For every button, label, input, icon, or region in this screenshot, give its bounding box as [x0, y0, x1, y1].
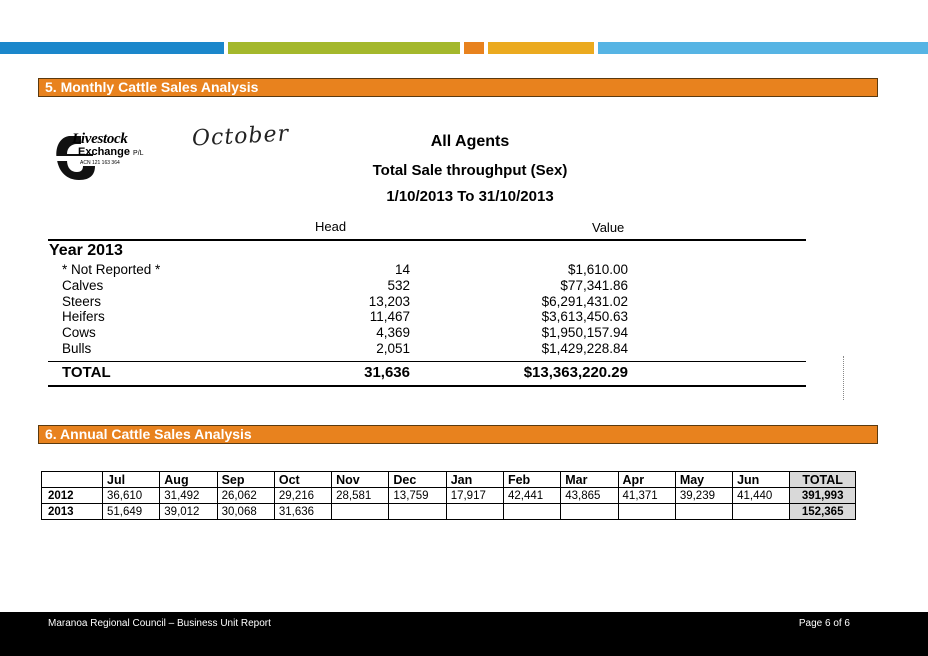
total-row — [62, 364, 632, 381]
footer-page-number: Page 6 of 6 — [798, 618, 850, 629]
table-cell: 13,759 — [389, 488, 446, 504]
row-value: $77,341.86 — [560, 277, 628, 293]
footer-report-name: Maranoa Regional Council – Business Unit Report — [48, 618, 271, 629]
total-value: $13,363,220.29 — [523, 364, 628, 381]
logo-line1: Livestock — [72, 131, 128, 147]
table-cell: 29,216 — [274, 488, 331, 504]
table-header-cell: TOTAL — [790, 472, 856, 488]
table-header-cell: May — [675, 472, 732, 488]
row-value: $1,429,228.84 — [541, 340, 628, 356]
row-label: Bulls — [62, 340, 92, 356]
header-stripe-green — [228, 42, 460, 54]
table-header-cell: Jun — [733, 472, 790, 488]
handwritten-month: October — [191, 121, 290, 152]
table-cell — [675, 504, 732, 520]
logo-line3: ACN 121 163 364 — [80, 160, 120, 166]
table-cell — [503, 504, 560, 520]
logo-line2-text: Exchange — [78, 146, 130, 158]
report-subtitle: Total Sale throughput (Sex) — [372, 162, 568, 179]
sales-row — [62, 341, 632, 357]
table-row — [42, 504, 856, 520]
table-year-cell: 2012 — [42, 488, 103, 504]
logo-line2-suffix: P/L — [133, 150, 144, 157]
table-cell — [332, 504, 389, 520]
table-cell — [733, 504, 790, 520]
row-head: 4,369 — [376, 325, 410, 341]
table-cell: 17,917 — [446, 488, 503, 504]
row-label: Calves — [62, 277, 104, 293]
header-rule — [48, 239, 806, 241]
row-head: 532 — [387, 277, 410, 293]
year-label: Year 2013 — [49, 242, 123, 259]
section-5-heading: 5. Monthly Cattle Sales Analysis — [38, 78, 878, 97]
row-value: $1,610.00 — [567, 262, 628, 277]
report-title: All Agents — [430, 133, 510, 150]
table-header-cell: Dec — [389, 472, 446, 488]
table-header-cell: Oct — [274, 472, 331, 488]
table-header-cell: Feb — [503, 472, 560, 488]
table-total-cell: 152,365 — [790, 504, 856, 520]
table-cell: 26,062 — [217, 488, 274, 504]
header-stripe-lightblue — [598, 42, 928, 54]
table-header-cell: Apr — [618, 472, 675, 488]
row-head: 14 — [394, 262, 410, 277]
total-top-rule — [48, 361, 806, 362]
page-footer — [0, 612, 928, 656]
logo-line2 — [78, 146, 144, 158]
row-head: 13,203 — [368, 293, 410, 309]
total-label: TOTAL — [62, 364, 111, 381]
table-header-cell: Jul — [103, 472, 160, 488]
row-head: 2,051 — [376, 340, 410, 356]
table-cell: 41,371 — [618, 488, 675, 504]
table-cell — [389, 504, 446, 520]
table-header-cell: Sep — [217, 472, 274, 488]
header-stripe-orange — [464, 42, 484, 54]
table-year-cell: 2013 — [42, 504, 103, 520]
total-bottom-rule — [48, 385, 806, 387]
table-cell: 51,649 — [103, 504, 160, 520]
section-6-heading: 6. Annual Cattle Sales Analysis — [38, 425, 878, 444]
table-cell: 36,610 — [103, 488, 160, 504]
row-label: Cows — [62, 325, 96, 341]
table-cell — [618, 504, 675, 520]
sales-row — [62, 294, 632, 310]
sales-row — [62, 262, 632, 278]
table-cell — [561, 504, 618, 520]
sales-row — [62, 325, 632, 341]
annual-sales-table — [41, 471, 856, 520]
table-cell: 41,440 — [733, 488, 790, 504]
sales-row — [62, 309, 632, 325]
table-cell: 39,012 — [160, 504, 217, 520]
row-head: 11,467 — [369, 309, 410, 325]
table-header-cell: Nov — [332, 472, 389, 488]
total-head: 31,636 — [364, 364, 410, 381]
column-head-label: Head — [315, 219, 347, 234]
sales-row — [62, 278, 632, 294]
table-cell: 31,636 — [274, 504, 331, 520]
table-total-cell: 391,993 — [790, 488, 856, 504]
table-header-cell: Aug — [160, 472, 217, 488]
row-label: Heifers — [62, 309, 105, 325]
table-row — [42, 488, 856, 504]
table-cell — [446, 504, 503, 520]
header-stripe-blue — [0, 42, 224, 54]
row-value: $6,291,431.02 — [541, 293, 628, 309]
table-cell: 28,581 — [332, 488, 389, 504]
sales-rows — [62, 262, 632, 357]
table-header-cell — [42, 472, 103, 488]
table-header-cell: Mar — [561, 472, 618, 488]
table-cell: 39,239 — [675, 488, 732, 504]
report-date-range: 1/10/2013 To 31/10/2013 — [386, 188, 554, 205]
table-header-cell: Jan — [446, 472, 503, 488]
row-value: $1,950,157.94 — [541, 325, 628, 341]
table-header-row — [42, 472, 856, 488]
table-cell: 30,068 — [217, 504, 274, 520]
table-cell: 42,441 — [503, 488, 560, 504]
row-value: $3,613,450.63 — [541, 309, 628, 325]
header-stripe-gold — [488, 42, 594, 54]
row-label: * Not Reported * — [62, 262, 161, 277]
scan-artifact — [843, 356, 845, 400]
table-cell: 43,865 — [561, 488, 618, 504]
column-value-label: Value — [592, 220, 625, 235]
table-cell: 31,492 — [160, 488, 217, 504]
row-label: Steers — [62, 293, 102, 309]
